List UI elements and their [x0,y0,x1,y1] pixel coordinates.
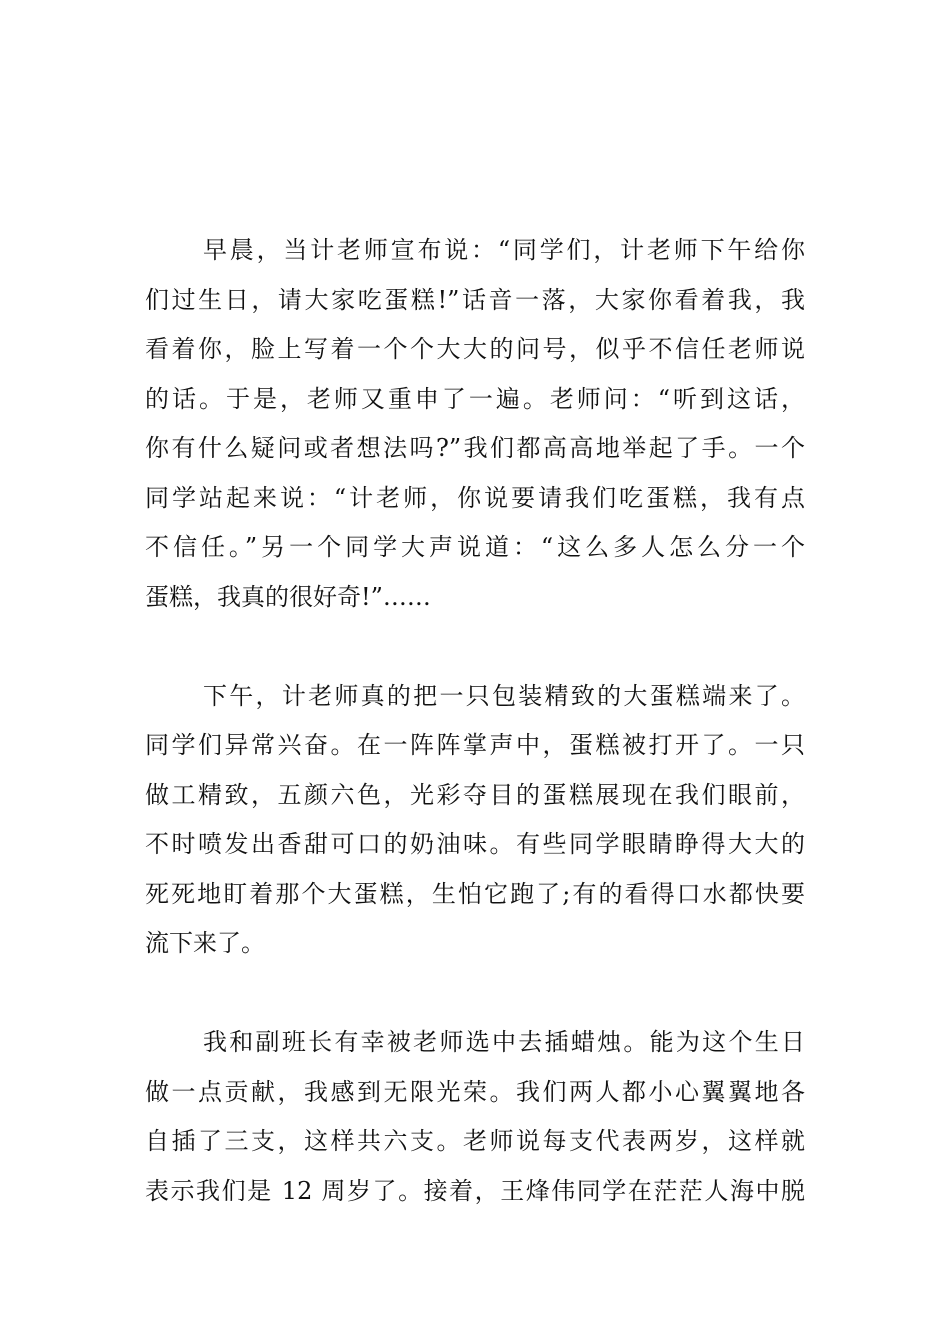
text-line: 们过生日，请大家吃蛋糕!”话音一落，大家你看着我，我 [145,285,805,314]
paragraph-2 [145,672,805,969]
text-line: 的话。于是，老师又重申了一遍。老师问：“听到这话， [145,384,805,413]
text-line: 同学站起来说：“计老师，你说要请我们吃蛋糕，我有点 [145,483,805,512]
text-line: 蛋糕，我真的很好奇!”…… [145,582,431,611]
text-line: 做工精致，五颜六色，光彩夺目的蛋糕展现在我们眼前， [145,780,805,809]
text-line: 流下来了。 [145,929,265,957]
text-line: 自插了三支，这样共六支。老师说每支代表两岁，这样就 [145,1127,805,1155]
text-line: 死死地盯着那个大蛋糕，生怕它跑了;有的看得口水都快要 [145,879,805,908]
text-line: 我和副班长有幸被老师选中去插蜡烛。能为这个生日 [203,1028,805,1056]
text-line: 早晨，当计老师宣布说：“同学们，计老师下午给你 [203,236,805,264]
text-line: 下午，计老师真的把一只包装精致的大蛋糕端来了。 [203,681,805,710]
paragraph-3 [145,1018,805,1216]
text-line: 不信任。”另一个同学大声说道：“这么多人怎么分一个 [145,533,805,561]
text-line: 看着你，脸上写着一个个大大的问号，似乎不信任老师说 [145,335,805,363]
text-line: 做一点贡献，我感到无限光荣。我们两人都小心翼翼地各 [145,1077,805,1106]
text-line: 你有什么疑问或者想法吗?”我们都高高地举起了手。一个 [145,434,805,462]
text-line: 表示我们是 12 周岁了。接着，王烽伟同学在茫茫人海中脱 [145,1176,805,1205]
text-line: 同学们异常兴奋。在一阵阵掌声中，蛋糕被打开了。一只 [145,731,805,759]
paragraph-1 [145,226,805,622]
text-line: 不时喷发出香甜可口的奶油味。有些同学眼睛睁得大大的 [145,830,805,858]
document-body [145,226,805,1266]
